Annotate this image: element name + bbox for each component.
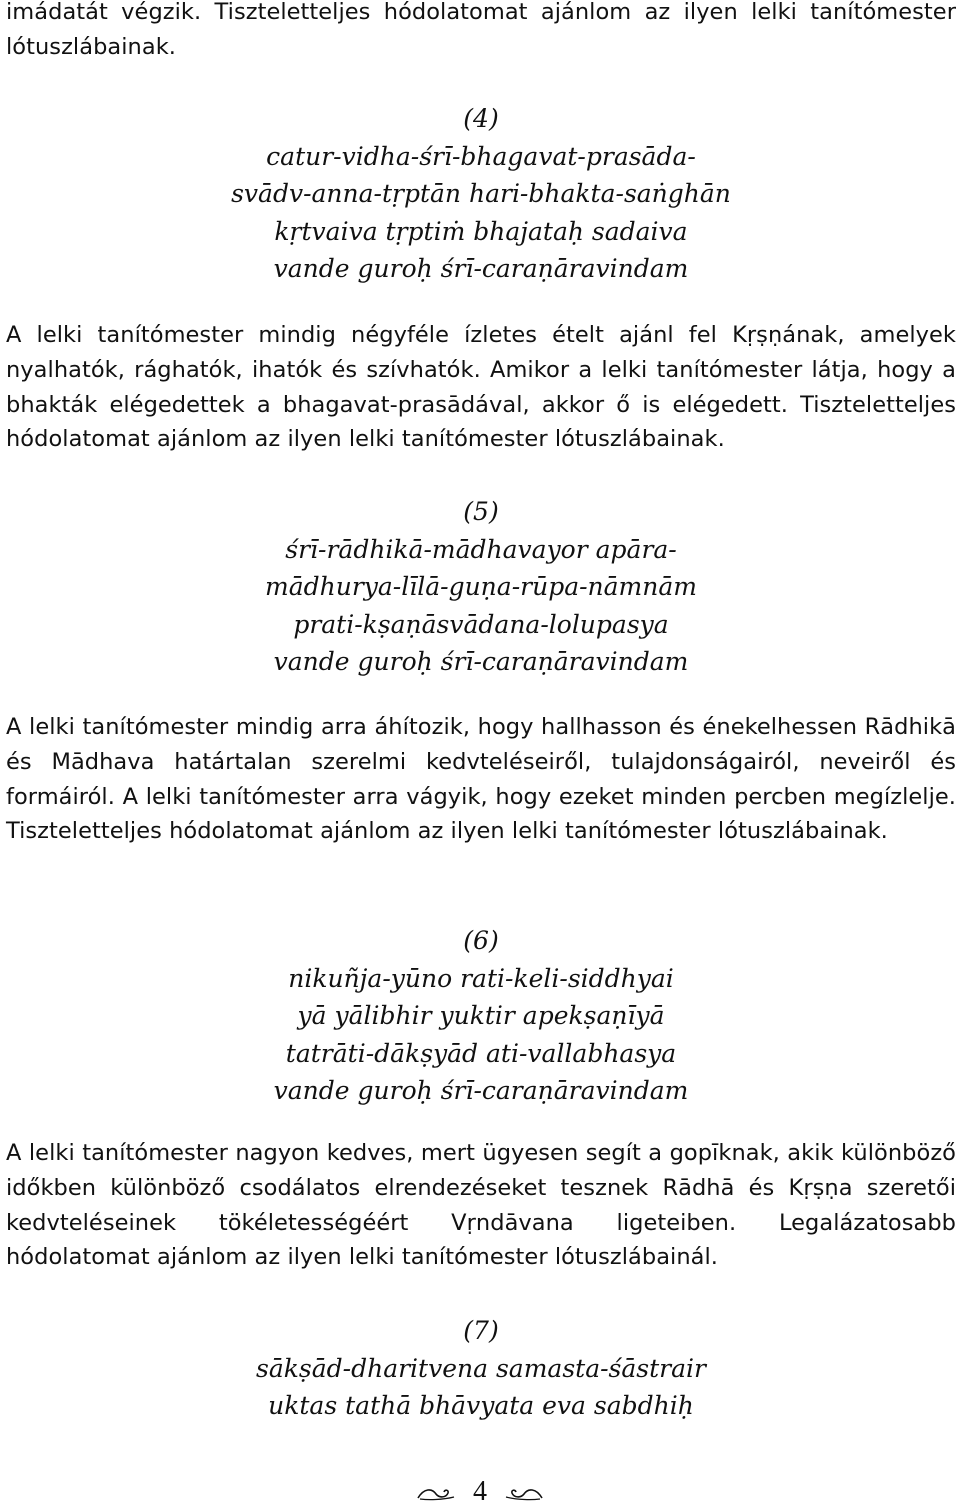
verse-number: (7)	[463, 1316, 499, 1345]
verse-line: sākṣād-dharitvena samasta-śāstrair	[256, 1353, 706, 1383]
paragraph-1: imádatát végzik. Tiszteletteljes hódolatomat ajánlom az ilyen lelki tanítómester lótuszlábainak.	[6, 0, 956, 60]
verse-number: (4)	[463, 104, 499, 133]
verse-line: prati-kṣaṇāsvādana-lolupasya	[293, 609, 669, 639]
verse-6	[6, 922, 956, 1110]
verse-line: catur-vidha-śrī-bhagavat-prasāda-	[266, 141, 696, 171]
verse-5	[6, 493, 956, 681]
paragraph-3: A lelki tanítómester mindig arra áhítozik, hogy hallhasson és énekelhessen Rādhikā és Mādhava határtalan szerelmi kedvteléseiről, tulajdonságairól, neveiről és formáiról. A lelki tanítómester arra vágyik, hogy ezeket minden percben megízlelje. Tiszteletteljes hódolatomat ajánlom az ilyen lelki tanítómester lótuszlábainak.	[6, 714, 956, 845]
verse-line: śrī-rādhikā-mādhavayor apāra-	[285, 534, 677, 564]
verse-line: vande guroḥ śrī-caraṇāravindam	[273, 254, 689, 283]
verse-line: yā yālibhir yuktir apekṣaṇīyā	[297, 1001, 665, 1030]
verse-number: (5)	[463, 497, 499, 526]
verse-line: tatrāti-dākṣyād ati-vallabhasya	[285, 1038, 677, 1068]
paragraph-2: A lelki tanítómester mindig négyféle ízletes ételt ajánl fel Kṛṣṇának, amelyek nyalhatók, rághatók, ihatók és szívhatók. Amikor a lelki tanítómester látja, hogy a bhakták elégedettek a bhagavat-prasādával, akkor ő is elégedett. Tiszteletteljes hódolatomat ajánlom az ilyen lelki tanítómester lótuszlábainak.	[6, 322, 956, 453]
verse-line: vande guroḥ śrī-caraṇāravindam	[273, 647, 689, 676]
verse-number: (6)	[463, 926, 499, 955]
swirl-ornament-icon	[416, 1480, 456, 1508]
page-number: 4	[473, 1476, 487, 1507]
paragraph-4: A lelki tanítómester nagyon kedves, mert ügyesen segít a gopīknak, akik különböző időkben különböző csodálatos elrendezéseket tesznek Rādhā és Kṛṣṇa szeretői kedvteléseinek tökéletességéért Vṛndāvana ligeteiben. Legalázatosabb hódolatomat ajánlom az ilyen lelki tanítómester lótuszlábainál.	[6, 1140, 956, 1271]
verse-line: mādhurya-līlā-guṇa-rūpa-nāmnām	[265, 572, 697, 601]
verse-line: nikuñja-yūno rati-keli-siddhyai	[288, 963, 674, 993]
verse-line: vande guroḥ śrī-caraṇāravindam	[273, 1076, 689, 1105]
verse-7	[6, 1312, 956, 1425]
verse-line: kṛtvaiva tṛptiṁ bhajataḥ sadaiva	[274, 216, 688, 246]
verse-line: uktas tathā bhāvyata eva sabdhiḥ	[268, 1391, 694, 1420]
verse-4	[6, 100, 956, 288]
page-footer	[0, 1478, 960, 1508]
verse-line: svādv-anna-tṛptān hari-bhakta-saṅghān	[231, 179, 731, 208]
swirl-ornament-icon	[504, 1480, 544, 1508]
